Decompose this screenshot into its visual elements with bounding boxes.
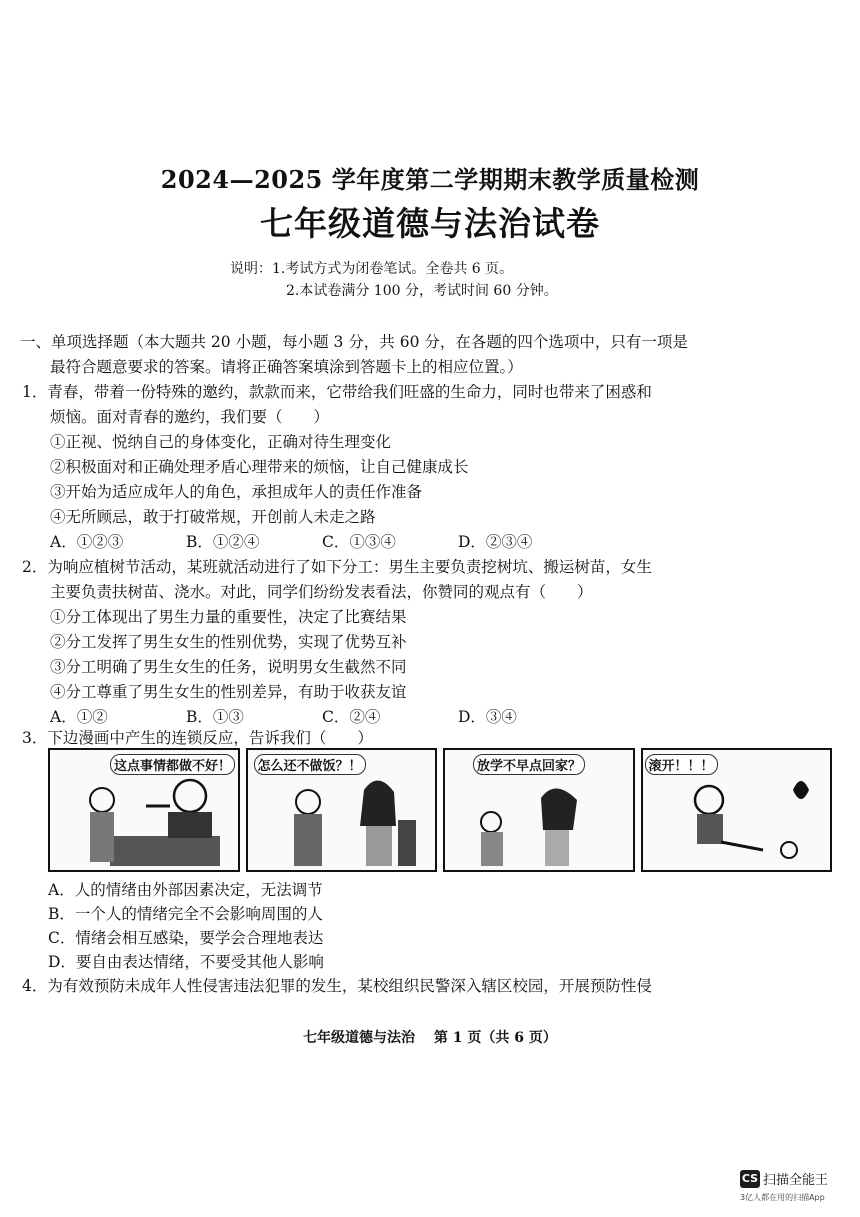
q4-stem-line1: 4．为有效预防未成年人性侵害违法犯罪的发生，某校组织民警深入辖区校园，开展预防性侵 bbox=[22, 977, 652, 995]
q1-option-c[interactable]: C．①③④ bbox=[322, 533, 396, 551]
q2-option-b[interactable]: B．①③ bbox=[186, 708, 244, 726]
q3-option-a[interactable]: A．人的情绪由外部因素决定，无法调节 bbox=[48, 881, 323, 899]
q1-stem-line1: 1．青春，带着一份特殊的邀约，款款而来，它带给我们旺盛的生命力，同时也带来了困惑和 bbox=[22, 383, 652, 401]
q2-option-c[interactable]: C．②④ bbox=[322, 708, 381, 726]
page-footer: 七年级道德与法治 第 1 页（共 6 页） bbox=[303, 1030, 557, 1046]
q1-statement-2: ②积极面对和正确处理矛盾心理带来的烦恼，让自己健康成长 bbox=[50, 458, 469, 476]
section-heading-line1: 一、单项选择题（本大题共 20 小题，每小题 3 分，共 60 分，在各题的四个选项中，只有一项是 bbox=[20, 333, 688, 351]
q3-option-d[interactable]: D．要自由表达情绪，不要受其他人影响 bbox=[48, 953, 324, 971]
comic-panel-1 bbox=[48, 748, 240, 872]
watermark-tagline: 3亿人都在用的扫描App bbox=[740, 1193, 825, 1202]
comic-panel-3 bbox=[443, 748, 635, 872]
q1-options bbox=[50, 530, 594, 552]
q2-option-a[interactable]: A．①② bbox=[50, 708, 108, 726]
instruction-1: 说明：1.考试方式为闭卷笔试。全卷共 6 页。 bbox=[230, 261, 514, 277]
q3-stem: 3．下边漫画中产生的连锁反应，告诉我们（ ） bbox=[22, 729, 373, 747]
comic-panel-4 bbox=[641, 748, 833, 872]
q2-option-d[interactable]: D．③④ bbox=[458, 708, 517, 726]
q2-statement-1: ①分工体现出了男生力量的重要性，决定了比赛结果 bbox=[50, 608, 407, 626]
exam-instructions bbox=[230, 258, 558, 302]
q1-option-b[interactable]: B．①②④ bbox=[186, 533, 260, 551]
comic-bubble-1: 这点事情都做不好！ bbox=[110, 754, 235, 775]
q1-statement-1: ①正视、悦纳自己的身体变化，正确对待生理变化 bbox=[50, 433, 392, 451]
instruction-2: 2.本试卷满分 100 分，考试时间 60 分钟。 bbox=[286, 283, 558, 299]
exam-title-subject: 七年级道德与法治试卷 bbox=[260, 204, 600, 243]
q3-option-b[interactable]: B．一个人的情绪完全不会影响周围的人 bbox=[48, 905, 323, 923]
q1-statement-3: ③开始为适应成年人的角色，承担成年人的责任作准备 bbox=[50, 483, 423, 501]
q3-comic-strip bbox=[48, 748, 832, 872]
watermark-app-name: 扫描全能王 bbox=[763, 1173, 829, 1188]
q2-statement-3: ③分工明确了男生女生的任务，说明男女生截然不同 bbox=[50, 658, 407, 676]
q2-options bbox=[50, 705, 594, 727]
scanner-watermark bbox=[740, 1168, 829, 1202]
camscanner-logo-icon: CS bbox=[740, 1170, 760, 1188]
comic-bubble-4: 滚开！！！ bbox=[645, 754, 718, 775]
q1-statement-4: ④无所顾忌，敢于打破常规，开创前人未走之路 bbox=[50, 508, 376, 526]
q2-stem-line1: 2．为响应植树节活动，某班就活动进行了如下分工：男生主要负责挖树坑、搬运树苗，女生 bbox=[22, 558, 652, 576]
comic-bubble-2: 怎么还不做饭？！ bbox=[254, 754, 366, 775]
q1-option-d[interactable]: D．②③④ bbox=[458, 533, 533, 551]
q1-stem-line2: 烦恼。面对青春的邀约，我们要（ ） bbox=[50, 408, 330, 426]
q1-option-a[interactable]: A．①②③ bbox=[50, 533, 124, 551]
q2-statement-4: ④分工尊重了男生女生的性别差异，有助于收获友谊 bbox=[50, 683, 407, 701]
comic-bubble-3: 放学不早点回家？ bbox=[473, 754, 585, 775]
comic-panel-2 bbox=[246, 748, 438, 872]
section-heading-line2: 最符合题意要求的答案。请将正确答案填涂到答题卡上的相应位置。） bbox=[50, 358, 523, 376]
q2-stem-line2: 主要负责扶树苗、浇水。对此，同学们纷纷发表看法，你赞同的观点有（ ） bbox=[50, 583, 593, 601]
q2-statement-2: ②分工发挥了男生女生的性别优势，实现了优势互补 bbox=[50, 633, 407, 651]
exam-title-year: 2024—2025 学年度第二学期期末教学质量检测 bbox=[160, 165, 700, 194]
q3-option-c[interactable]: C．情绪会相互感染，要学会合理地表达 bbox=[48, 929, 324, 947]
